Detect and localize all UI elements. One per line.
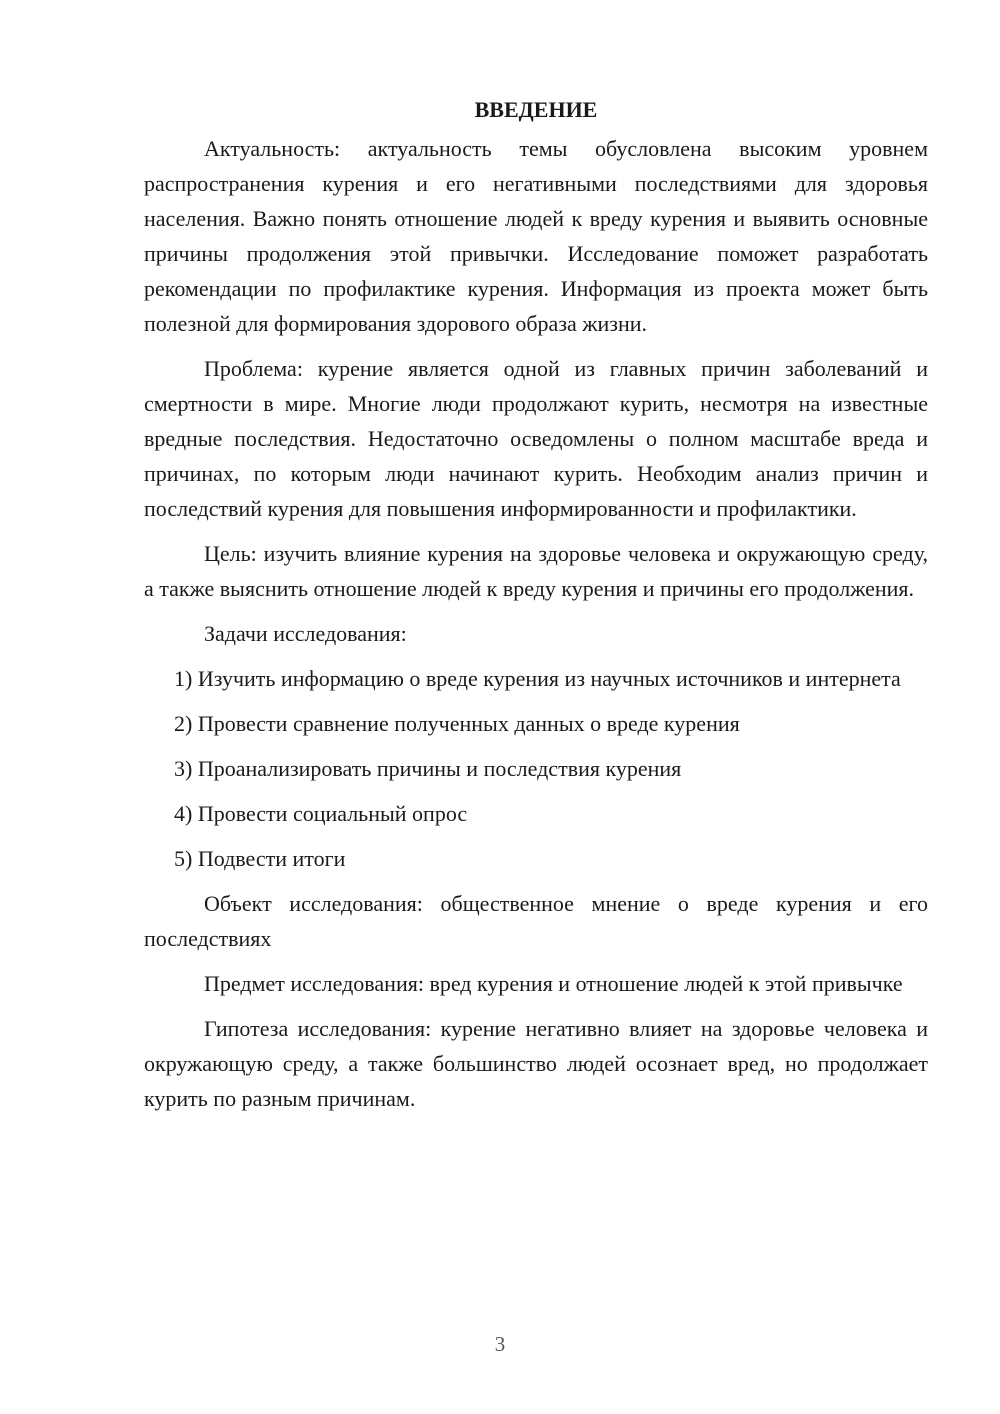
paragraph-hypothesis: Гипотеза исследования: курение негативно влияет на здоровье человека и окружающую среду, а также большинство людей осознает вред, но продолжает курить по разным причинам.: [144, 1016, 928, 1111]
task-item-5: 5) Подвести итоги: [174, 846, 346, 871]
paragraph-subject: Предмет исследования: вред курения и отношение людей к этой привычке: [204, 971, 903, 996]
tasks-heading: Задачи исследования:: [204, 621, 407, 646]
task-item-3: 3) Проанализировать причины и последствия курения: [174, 756, 682, 781]
paragraph-relevance: Актуальность: актуальность темы обусловлена высоким уровнем распространения курения и его негативными последствиями для здоровья населения. Важно понять отношение людей к вреду курения и выявить основные причины продолжения этой привычки. Исследование поможет разработать рекомендации по профилактике курения. Информация из проекта может быть полезной для формирования здорового образа жизни.: [144, 136, 928, 336]
task-item-1: 1) Изучить информацию о вреде курения из научных источников и интернета: [174, 666, 901, 691]
task-item-2: 2) Провести сравнение полученных данных о вреде курения: [174, 711, 740, 736]
paragraph-object: Объект исследования: общественное мнение о вреде курения и его последствиях: [144, 891, 928, 951]
document-page: [144, 92, 928, 1126]
paragraph-goal: Цель: изучить влияние курения на здоровье человека и окружающую среду, а также выяснить отношение людей к вреду курения и причины его продолжения.: [144, 541, 928, 601]
paragraph-problem: Проблема: курение является одной из главных причин заболеваний и смертности в мире. Многие люди продолжают курить, несмотря на известные вредные последствия. Недостаточно осведомлены о полном масштабе вреда и причинах, по которым люди начинают курить. Необходим анализ причин и последствий курения для повышения информированности и профилактики.: [144, 356, 928, 521]
page-number: 3: [494, 1332, 506, 1356]
task-item-4: 4) Провести социальный опрос: [174, 801, 468, 826]
section-title: ВВЕДЕНИЕ: [474, 97, 598, 122]
